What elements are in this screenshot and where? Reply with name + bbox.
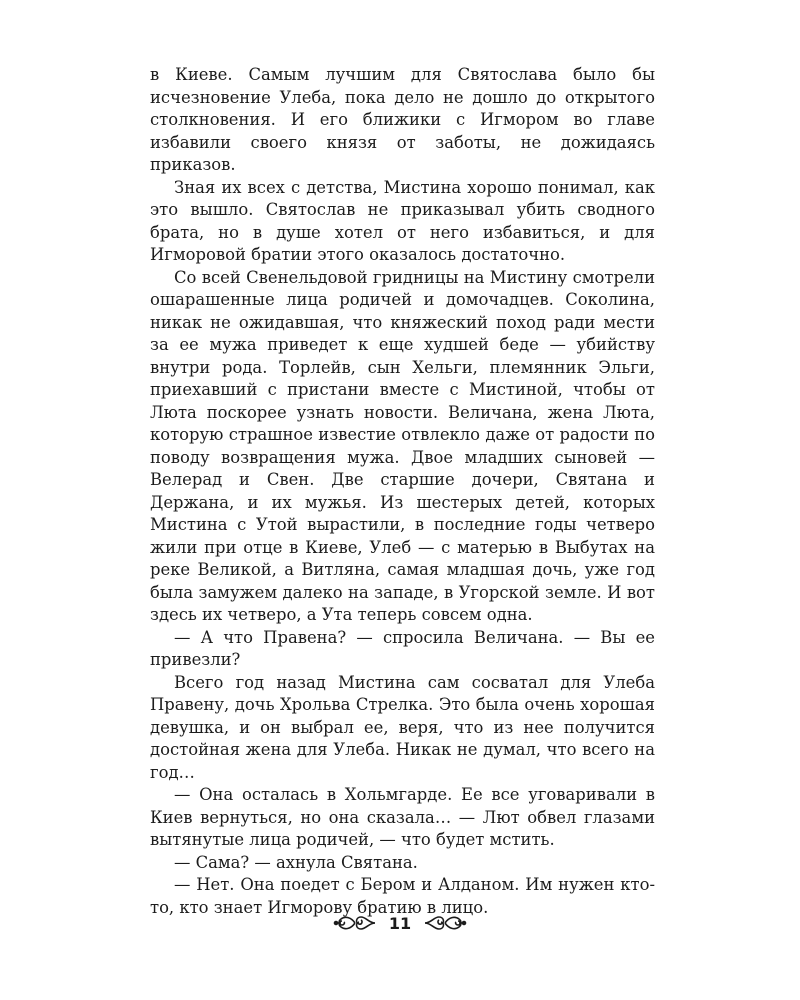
page-footer xyxy=(0,905,800,941)
paragraph-3: Со всей Свенельдовой гридницы на Мистину смотрели ошарашенные лица родичей и домочадцев. Соколина, никак не ожидавшая, что княжеский поход ради мести за ее мужа приведет к еще худшей беде — убийству внутри рода. Торлейв, сын Хельги, племянник Эльги, приехавший с пристани вместе с Мистиной, чтобы от Люта поскорее узнать новости. Величана, жена Люта, которую страшное известие отвлекло даже от радости по поводу возвращения мужа. Двое младших сыновей — Велерад и Свен. Две старшие дочери, Святана и Держана, и их мужья. Из шестерых детей, которых Мистина с Утой вырастили, в последние годы четверо жили при отце в Киеве, Улеб — с матерью в Выбутах на реке Великой, а Витляна, самая младшая дочь, уже год была замужем далеко на западе, в Угорской земле. И вот здесь их четверо, а Ута теперь совсем одна. xyxy=(150,267,655,624)
ornament-left-icon xyxy=(333,912,377,934)
paragraph-1: в Киеве. Самым лучшим для Святослава было бы исчезновение Улеба, пока дело не дошло до открытого столкновения. И его ближики с Игмором во главе избавили своего князя от заботы, не дожидаясь приказов. xyxy=(150,65,655,174)
page-text xyxy=(150,64,655,919)
ornament-right-icon xyxy=(423,912,467,934)
paragraph-7: — Сама? — ахнула Святана. xyxy=(174,852,418,872)
paragraph-8: — Нет. Она поедет с Бером и Алданом. Им нужен кто-то, кто знает Игморову братию в лицо. xyxy=(150,875,655,917)
page-number: 11 xyxy=(388,913,412,933)
paragraph-6: — Она осталась в Хольмгарде. Ее все уговаривали в Киев вернуться, но она сказала… — Лют обвел глазами вытянутые лица родичей, — что будет мстить. xyxy=(150,785,655,849)
paragraph-2: Зная их всех с детства, Мистина хорошо понимал, как это вышло. Святослав не приказывал убить сводного брата, но в душе хотел от него избавиться, и для Игморовой братии этого оказалось достаточно. xyxy=(150,177,655,264)
paragraph-5: Всего год назад Мистина сам сосватал для Улеба Правену, дочь Хрольва Стрелка. Это была очень хорошая девушка, и он выбрал ее, веря, что из нее получится достойная жена для Улеба. Никак не думал, что всего на год… xyxy=(150,672,655,782)
paragraph-4: — А что Правена? — спросила Величана. — Вы ее привезли? xyxy=(150,627,655,669)
